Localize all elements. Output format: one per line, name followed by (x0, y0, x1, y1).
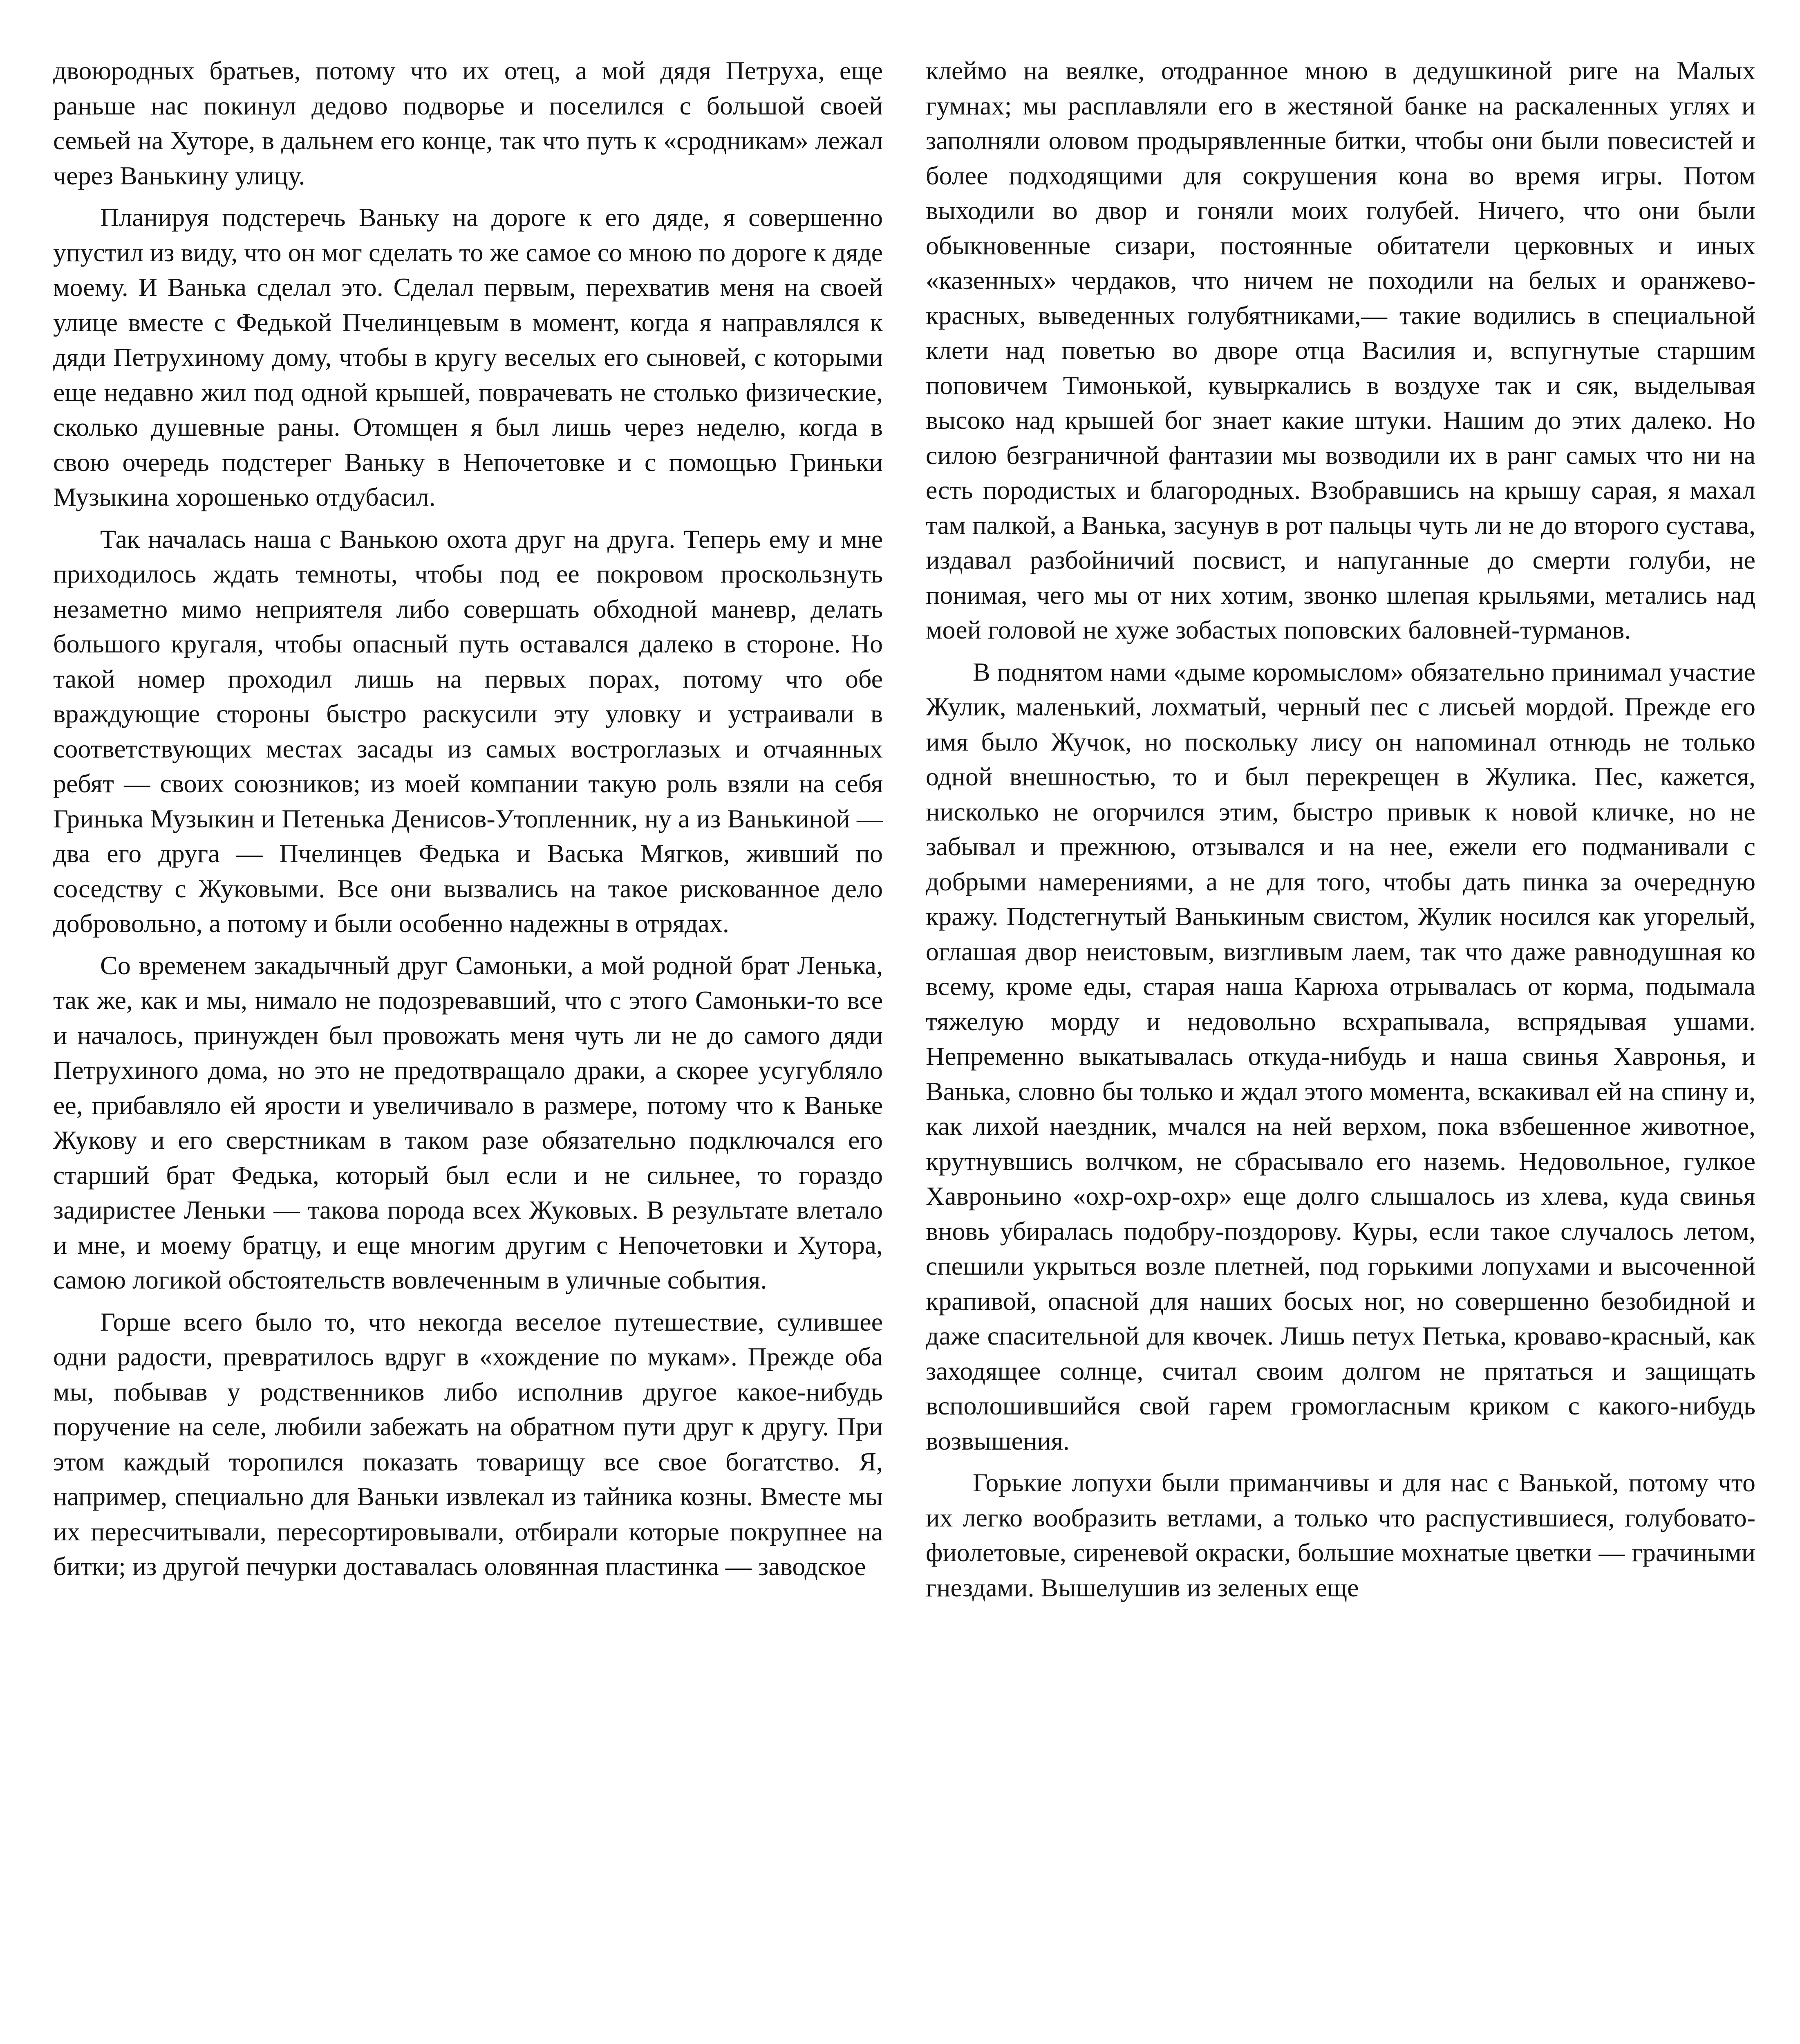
paragraph: Планируя подстеречь Ваньку на дороге к его дяде, я совершенно упустил из виду, что он мог сделать то же самое со мною по дороге к дяде моему. И Ванька сделал это. Сделал первым, перехватив меня на своей улице вместе с Федькой Пчелинцевым в момент, когда я направлялся к дяди Петрухиному дому, чтобы в кругу веселых его сыновей, с которыми еще недавно жил под одной крышей, поврачевать не столько физические, сколько душевные раны. Отомщен я был лишь через неделю, когда в свою очередь подстерег Ваньку в Непочетовке и с помощью Гриньки Музыкина хорошенько отдубасил. (53, 203, 883, 511)
right-text-column (926, 53, 1755, 1612)
paragraph: двоюродных братьев, потому что их отец, а мой дядя Петруха, еще раньше нас покинул дедово подворье и поселился с большой своей семьей на Хуторе, в дальнем его конце, так что путь к «сродникам» лежал через Ванькину улицу. (53, 56, 883, 190)
paragraph: В поднятом нами «дыме коромыслом» обязательно принимал участие Жулик, маленький, лохматый, черный пес с лисьей мордой. Прежде его имя было Жучок, но поскольку лису он напоминал отнюдь не только одной внешностью, то и был перекрещен в Жулика. Пес, кажется, нисколько не огорчился этим, быстро привык к новой кличке, но не забывал и прежнюю, отзывался и на нее, ежели его подманивали с добрыми намерениями, а не для того, чтобы дать пинка за очередную кражу. Подстегнутый Ванькиным свистом, Жулик носился как угорелый, оглашая двор неистовым, визгливым лаем, так что даже равнодушная ко всему, кроме еды, старая наша Карюха отрывалась от корма, подымала тяжелую морду и недовольно всхрапывала, вспрядывая ушами. Непременно выкатывалась откуда-нибудь и наша свинья Хавронья, и Ванька, словно бы только и ждал этого момента, вскакивал ей на спину и, как лихой наездник, мчался на ней верхом, пока взбешенное животное, крутнувшись волчком, не сбрасывало его наземь. Недовольное, гулкое Хавроньино «охр-охр-охр» еще долго слышалось из хлева, куда свинья вновь убиралась подобру-поздорову. Куры, если такое случалось летом, спешили укрыться возле плетней, под горькими лопухами и высоченной крапивой, опасной для наших босых ног, но совершенно безобидной и даже спасительной для квочек. Лишь петух Петька, кроваво-красный, как заходящее солнце, считал своим долгом не прятаться и защищать всполошившийся свой гарем громогласным криком с какого-нибудь возвышения. (926, 657, 1755, 1455)
paragraph: Так началась наша с Ванькою охота друг на друга. Теперь ему и мне приходилось ждать темноты, чтобы под ее покровом проскользнуть незаметно мимо неприятеля либо совершать обходной маневр, делать большого кругаля, чтобы опасный путь оставался далеко в стороне. Но такой номер проходил лишь на первых порах, потому что обе враждующие стороны быстро раскусили эту уловку и устраивали в соответствующих местах засады из самых востроглазых и отчаянных ребят — своих союзников; из моей компании такую роль взяли на себя Гринька Музыкин и Петенька Денисов-Утопленник, ну а из Ванькиной — два его друга — Пчелинцев Федька и Васька Мягков, живший по соседству с Жуковыми. Все они вызвались на такое рискованное дело добровольно, а потому и были особенно надежны в отрядах. (53, 524, 883, 938)
paragraph: Со временем закадычный друг Самоньки, а мой родной брат Ленька, так же, как и мы, нимало не подозревавший, что с этого Самоньки-то все и началось, принужден был провожать меня чуть ли не до самого дяди Петрухиного дома, но это не предотвращало драки, а скорее усугубляло ее, прибавляло ей ярости и увеличивало в размере, потому что к Ваньке Жукову и его сверстникам в таком разе обязательно подключался его старший брат Федька, который был если и не сильнее, то гораздо задиристее Леньки — такова порода всех Жуковых. В результате влетало и мне, и моему братцу, и еще многим другим с Непочетовки и Хутора, самою логикой обстоятельств вовлеченным в уличные события. (53, 950, 883, 1294)
paragraph: Горькие лопухи были приманчивы и для нас с Ванькой, потому что их легко вообразить ветлами, а только что распустившиеся, голубовато-фиолетовые, сиреневой окраски, большие мохнатые цветки — грачиными гнездами. Вышелушив из зеленых еще (926, 1468, 1755, 1602)
paragraph: Горше всего было то, что некогда веселое путешествие, сулившее одни радости, превратилось вдруг в «хождение по мукам». Прежде оба мы, побывав у родственников либо исполнив другое какое-нибудь поручение на селе, любили забежать на обратном пути друг к другу. При этом каждый торопился показать товарищу все свое богатство. Я, например, специально для Ваньки извлекал из тайника козны. Вместе мы их пересчитывали, пересортировывали, отбирали которые покрупнее на битки; из другой печурки доставалась оловянная пластинка — заводское (53, 1307, 883, 1581)
left-text-column (53, 53, 883, 1591)
paragraph: клеймо на веялке, отодранное мною в дедушкиной риге на Малых гумнах; мы расплавляли его в жестяной банке на раскаленных углях и заполняли оловом продырявленные битки, чтобы они были повесистей и более подходящими для сокрушения кона во время игры. Потом выходили во двор и гоняли моих голубей. Ничего, что они были обыкновенные сизари, постоянные обитатели церковных и иных «казенных» чердаков, что ничем не походили на белых и оранжево-красных, выведенных голубятниками,— такие водились в специальной клети над поветью во дворе отца Василия и, вспугнутые старшим поповичем Тимонькой, кувыркались в воздухе так и сяк, выделывая высоко над крышей бог знает какие штуки. Нашим до этих далеко. Но силою безграничной фантазии мы возводили их в ранг самых что ни на есть породистых и благородных. Взобравшись на крышу сарая, я махал там палкой, а Ванька, засунув в рот пальцы чуть ли не до второго сустава, издавал разбойничий посвист, и напуганные до смерти голуби, не понимая, чего мы от них хотим, звонко шлепая крыльями, метались над моей головой не хуже зобастых поповских баловней-турманов. (926, 56, 1755, 644)
